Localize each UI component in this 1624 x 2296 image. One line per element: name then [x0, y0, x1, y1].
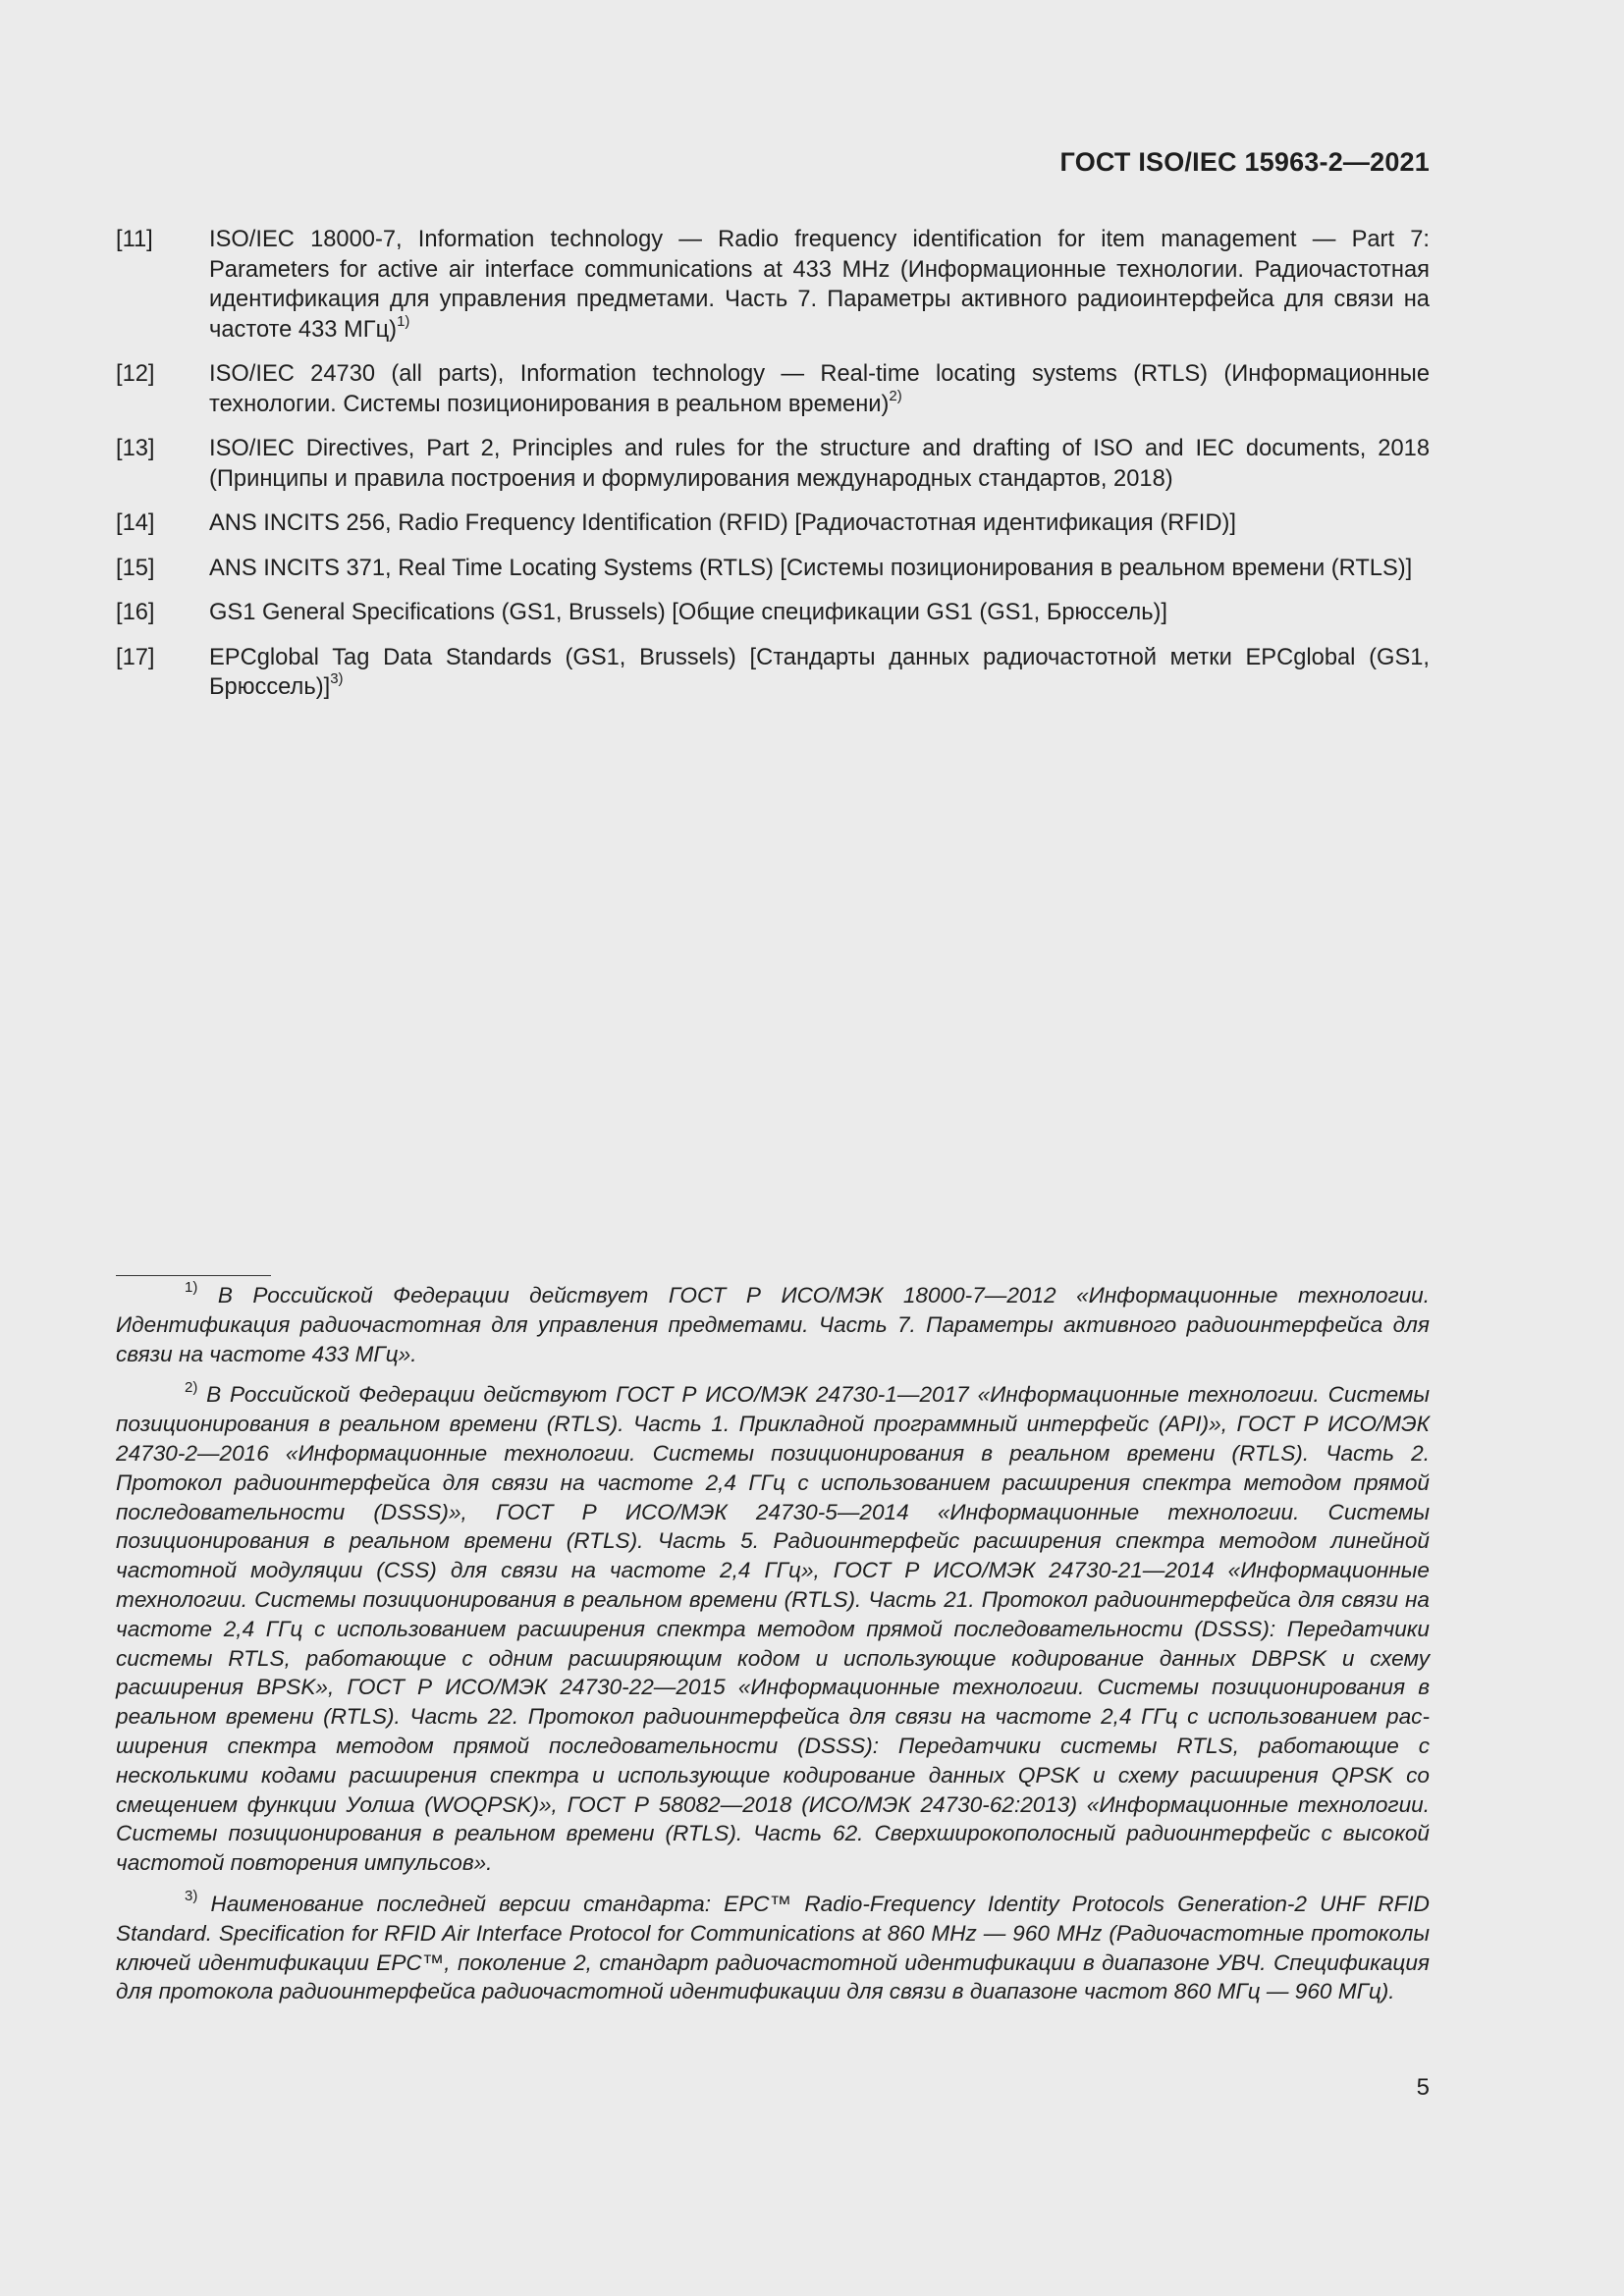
document-header-title: ГОСТ ISO/IEC 15963-2—2021: [1059, 147, 1430, 177]
footnote-mark: 2): [185, 1378, 198, 1396]
reference-item: [116, 359, 1430, 419]
reference-number: [15]: [116, 555, 155, 581]
footnote-mark: 1): [185, 1279, 198, 1297]
reference-text: ANS INCITS 256, Radio Frequency Identification (RFID) [Радиочастотная идентификация (RFID)]: [209, 510, 1236, 536]
footnote-text: В Российской Федерации действует ГОСТ Р ИСО/МЭК 18000-7—2012 «Информационные технологии. Идентификация радиочастотная для управления предметами. Часть 7. Параметры активного радиоинтерфейса для связи на частоте 433 МГц».: [116, 1283, 1431, 1366]
footnote-mark: 1): [397, 312, 410, 330]
footnote-mark: 3): [330, 670, 344, 688]
footnote: [116, 1380, 1430, 1878]
footnote-text: В Российской Федерации действуют ГОСТ Р ИСО/МЭК 24730-1—2017 «Информационные технологии. Системы позиционирования в реальном времени (RTLS). Часть 1. Прикладной программный интерфейс (API)», ГОСТ Р ИСО/МЭК 24730-2—2016 «Информационные технологии. Системы позиционирования в реальном времени (RTLS). Часть 2. Протокол радиоинтерфейса для связи на частоте 2,4 ГГц с использованием расширения спектра методом прямой последовательности (DSSS)», ГОСТ Р ИСО/МЭК 24730-5—2014 «Информационные технологии. Системы позиционирования в реальном времени (RTLS). Часть 5. Радиоинтерфейс расширения спектра методом линейной частотной модуляции (CSS) для связи на частоте 2,4 ГГц», ГОСТ Р ИСО/МЭК 24730-21—2014 «Информационные технологии. Системы позиционирования в реальном времени (RTLS). Часть 21. Протокол радиоинтерфейса для связи на частоте 2,4 ГГц с использованием расширения спектра методом прямой последовательности (DSSS): Передатчики системы RTLS, работающие с одним расширяющим кодом и использующие кодирование данных DBPSK и схему расширения BPSK», ГОСТ Р ИСО/МЭК 24730-22—2015 «Информационные технологии. Системы позиционирования в реальном времени (RTLS). Часть 22. Протокол радиоинтерфейса для связи на частоте 2,4 ГГц с использованием расширения спектра методом прямой последовательности (DSSS): Передатчики системы RTLS, работающие с несколькими кодами расширения спектра и использующие кодирование данных QPSK и схему расширения QPSK со смещением функции Уолша (WOQPSK)», ГОСТ Р 58082—2018 (ИСО/МЭК 24730-62:2013) «Информационные технологии. Системы позиционирования в реальном времени (RTLS). Часть 62. Сверхширокополосный радиоинтерфейс с высокой частотой повторения импульсов».: [116, 1382, 1430, 1876]
reference-text: ISO/IEC Directives, Part 2, Principles and rules for the structure and drafting of ISO and IEC documents, 2018 (Принципы и правила построения и формулирования международных стандартов, 2018): [209, 436, 1430, 492]
reference-item: [116, 554, 1430, 584]
reference-item: [116, 643, 1430, 703]
reference-number: [16]: [116, 600, 155, 625]
reference-number: [17]: [116, 644, 155, 670]
reference-item: [116, 225, 1430, 345]
reference-item: [116, 598, 1430, 628]
footnote: [116, 1281, 1430, 1368]
reference-number: [14]: [116, 510, 155, 536]
reference-item: [116, 508, 1430, 539]
reference-text: GS1 General Specifications (GS1, Brussels) [Общие спецификации GS1 (GS1, Брюссель)]: [209, 600, 1168, 625]
reference-text: EPCglobal Tag Data Standards (GS1, Brussels) [Стандарты данных радиочастотной метки EPCglobal (GS1, Брюссель)]$^{3)}$: [209, 644, 1430, 700]
reference-number: [13]: [116, 436, 155, 461]
footnote-mark: 3): [185, 1888, 198, 1905]
footnote-separator: [116, 1275, 271, 1276]
reference-item: [116, 434, 1430, 494]
footnote-text: Наименование последней версии стандарта: EPC™ Radio-Frequency Identity Protocols Generation-2 UHF RFID Standard. Specification for RFID Air Interface Protocol for Communications at 860 MHz — 960 MHz (Радиочастотные протоколы ключей идентификации EPC™, поколение 2, стандарт радиочастотной идентификации в диапазоне УВЧ. Спецификация для протокола радиоинтерфейса радиочастотной идентификации для связи в диапазоне частот 860 МГц — 960 МГц).: [116, 1891, 1430, 2004]
bibliography-list: [116, 225, 1430, 718]
page-number: 5: [1416, 2074, 1430, 2101]
reference-text: ANS INCITS 371, Real Time Locating Systems (RTLS) [Системы позиционирования в реальном времени (RTLS)]: [209, 555, 1413, 581]
footnote-mark: 2): [889, 387, 902, 404]
footnote: [116, 1890, 1430, 2006]
reference-number: [11]: [116, 227, 153, 252]
footnotes: [116, 1281, 1430, 2018]
reference-number: [12]: [116, 361, 155, 387]
reference-text: ISO/IEC 24730 (all parts), Information technology — Real-time locating systems (RTLS) (Информационные технологии. Системы позиционирования в реальном времени)$^{2)}$: [209, 361, 1430, 417]
reference-text: ISO/IEC 18000-7, Information technology — Radio frequency identification for item management — Part 7: Parameters for active air interface communications at 433 MHz (Информационные технологии. Радиочастотная идентификация для управления предметами. Часть 7. Параметры активного радиоинтерфейса для связи на частоте 433 МГц)$^{1)}$: [209, 227, 1430, 343]
